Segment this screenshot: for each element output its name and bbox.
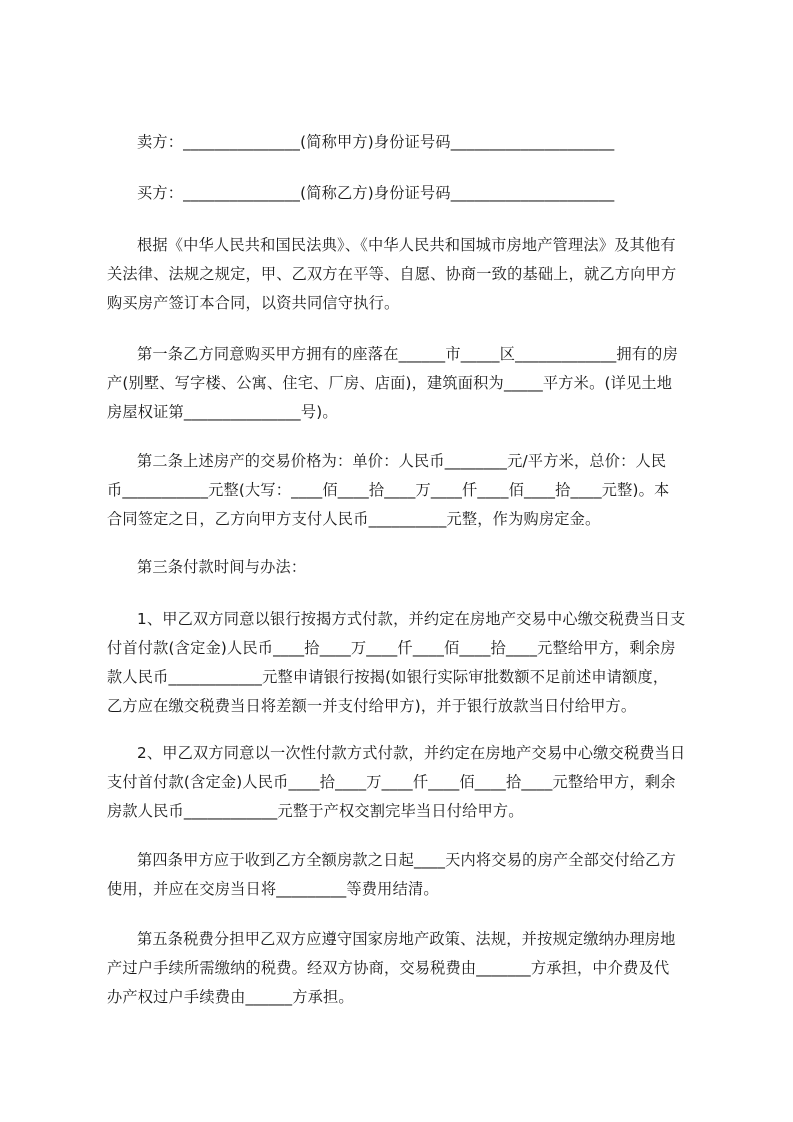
- text-line: 1、甲乙双方同意以银行按揭方式付款，并约定在房地产交易中心缴交税费当日支: [137, 610, 686, 628]
- text-line: 关法律、法规之规定，甲、乙双方在平等、自愿、协商一致的基础上，就乙方向甲方: [107, 265, 677, 283]
- buyer-line-text: 买方：_______________(简称乙方)身份证号码_____________________: [137, 184, 615, 202]
- text-line: 办产权过户手续费由______方承担。: [107, 988, 354, 1006]
- article-2-paragraph: [107, 447, 692, 534]
- article-3-item-1: [107, 605, 692, 721]
- seller-line: [107, 128, 692, 157]
- article-4-paragraph: [107, 846, 692, 904]
- text-line: 合同签定之日，乙方向甲方支付人民币__________元整，作为购房定金。: [107, 510, 601, 528]
- text-line: 第一条乙方同意购买甲方拥有的座落在______市_____区_____________拥有的房: [137, 345, 678, 363]
- text-line: 2、甲乙双方同意以一次性付款方式付款，并约定在房地产交易中心缴交税费当日: [137, 744, 686, 762]
- text-line: 第二条上述房产的交易价格为：单价：人民币________元/平方米，总价：人民: [137, 452, 667, 470]
- text-line: 第四条甲方应于收到乙方全额房款之日起____天内将交易的房产全部交付给乙方: [137, 851, 676, 869]
- article-3-item-2: [107, 739, 692, 826]
- buyer-line: [107, 179, 692, 208]
- seller-line-text: 卖方：_______________(简称甲方)身份证号码_____________________: [137, 133, 615, 151]
- preamble-paragraph: [107, 231, 692, 318]
- text-line: 款人民币____________元整申请银行按揭(如银行实际审批数额不足前述申请额度，: [107, 668, 669, 686]
- text-line: 根据《中华人民共和国民法典》、《中华人民共和国城市房地产管理法》及其他有: [137, 236, 676, 254]
- text-line: 付首付款(含定金)人民币____拾____万____仟____佰____拾____元整给甲方，剩余房: [107, 639, 676, 657]
- text-line: 使用，并应在交房当日将_________等费用结清。: [107, 880, 439, 898]
- text-line: 第三条付款时间与办法：: [137, 558, 307, 576]
- text-line: 币___________元整(大写：____佰____拾____万____仟____佰____拾____元整)。本: [107, 481, 670, 499]
- article-5-paragraph: [107, 925, 692, 1012]
- article-3-title: [107, 553, 692, 582]
- text-line: 乙方应在缴交税费当日将差额一并支付给甲方)，并于银行放款当日付给甲方。: [107, 697, 637, 715]
- text-line: 房款人民币____________元整于产权交割完毕当日付给甲方。: [107, 802, 524, 820]
- text-line: 产过户手续所需缴纳的税费。经双方协商，交易税费由_______方承担，中介费及代: [107, 959, 670, 977]
- text-line: 房屋权证第_______________号)。: [107, 403, 338, 421]
- text-line: 支付首付款(含定金)人民币____拾____万____仟____佰____拾____元整给甲方，剩余: [107, 773, 676, 791]
- text-line: 购买房产签订本合同，以资共同信守执行。: [107, 294, 400, 312]
- article-1-paragraph: [107, 340, 692, 427]
- text-line: 产(别墅、写字楼、公寓、住宅、厂房、店面)，建筑面积为_____平方米。(详见土地: [107, 374, 673, 392]
- text-line: 第五条税费分担甲乙双方应遵守国家房地产政策、法规，并按规定缴纳办理房地: [137, 930, 676, 948]
